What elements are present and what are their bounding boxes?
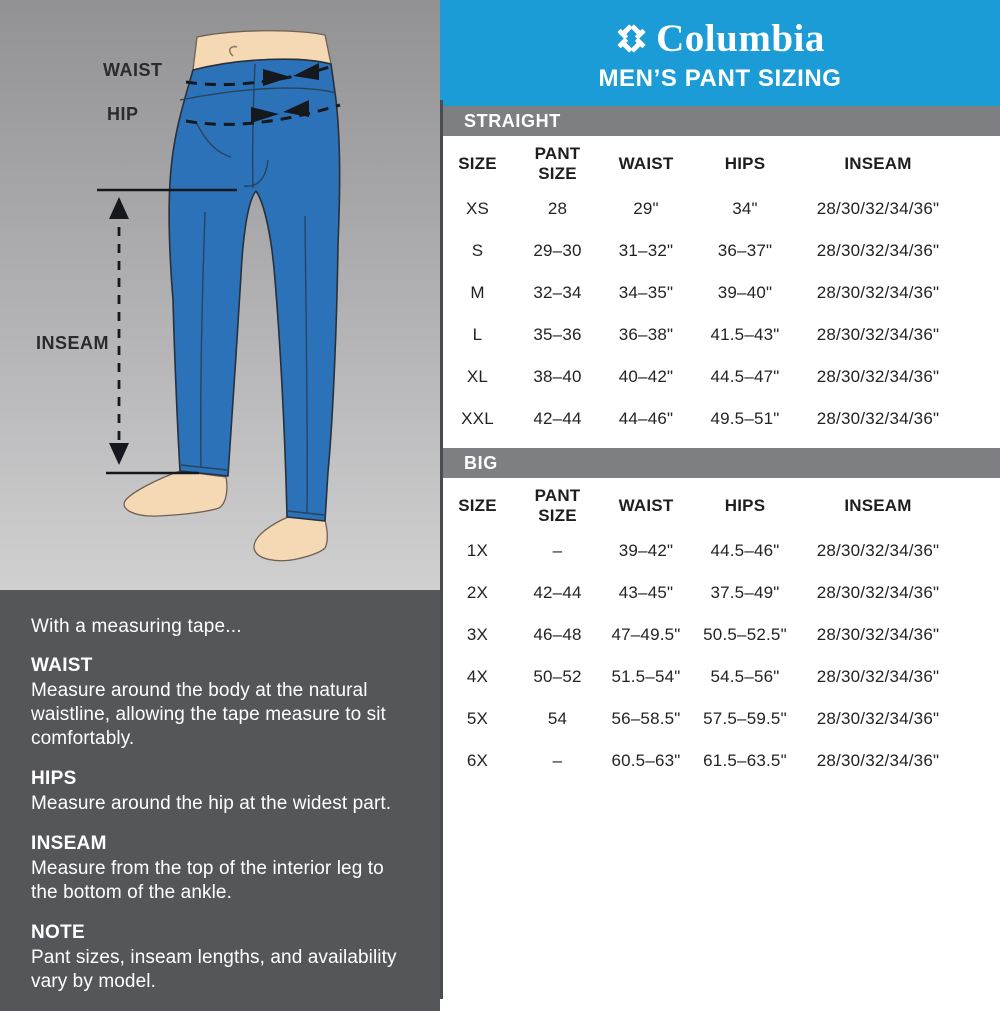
left-panel [0,0,440,999]
table-cell: M [470,283,485,302]
table-cell: 29" [633,199,659,218]
column-header: SIZE [458,154,497,173]
column-header: WAIST [618,154,674,173]
instruction-note [31,922,412,994]
table-cell: – [552,541,563,560]
table-cell: 28/30/32/34/36" [816,625,940,644]
table-row [440,698,1000,740]
table-row [440,398,1000,440]
table-row [440,188,1000,230]
table-cell: 28/30/32/34/36" [816,241,940,260]
table-cell: 57.5–59.5" [703,709,787,728]
straight-size-table [440,136,1000,448]
table-cell: 34–35" [618,283,674,302]
table-cell: 42–44 [533,583,582,602]
column-header: PANT SIZE [534,486,581,525]
table-cell: 34" [732,199,758,218]
instruction-hips [31,768,412,816]
table-cell: 35–36 [533,325,582,344]
table-header-row [440,136,1000,188]
table-cell: 39–42" [618,541,674,560]
instruction-body: Measure around the body at the natural waistline, allowing the tape measure to sit comfortably. [31,680,386,749]
table-cell: 44.5–47" [710,367,780,386]
table-cell: 49.5–51" [710,409,780,428]
table-cell: 36–37" [717,241,773,260]
pants-figure-icon [0,0,440,590]
table-cell: 1X [466,541,489,560]
table-cell: 42–44 [533,409,582,428]
table-cell: – [552,751,563,770]
table-row [440,314,1000,356]
section-header-label: STRAIGHT [464,110,561,131]
column-header: SIZE [458,496,497,515]
table-cell: XS [465,199,490,218]
table-cell: 3X [466,625,489,644]
table-cell: XXL [461,409,494,428]
hip-label: HIP [107,104,139,124]
table-row [440,656,1000,698]
table-cell: 2X [466,583,489,602]
page-title: MEN’S PANT SIZING [598,65,842,92]
instruction-inseam [31,833,412,905]
waist-label: WAIST [103,60,163,80]
table-cell: 50–52 [533,667,582,686]
table-row [440,356,1000,398]
table-cell: 43–45" [618,583,674,602]
table-cell: 41.5–43" [710,325,780,344]
section-header-label: BIG [464,452,498,473]
measuring-instructions-panel [0,590,440,1011]
table-cell: 37.5–49" [710,583,780,602]
table-cell: 39–40" [717,283,773,302]
brand-header [440,0,1000,106]
table-cell: 44.5–46" [710,541,780,560]
table-cell: 44–46" [618,409,674,428]
table-cell: 28/30/32/34/36" [816,283,940,302]
table-cell: 40–42" [618,367,674,386]
section-header-straight [440,106,1000,136]
pants-measurement-illustration [0,0,440,590]
table-cell: L [472,325,483,344]
table-cell: 28/30/32/34/36" [816,541,940,560]
table-cell: 28/30/32/34/36" [816,199,940,218]
table-cell: 6X [466,751,489,770]
table-filler [440,782,1000,999]
table-cell: S [471,241,484,260]
big-size-table [440,478,1000,782]
table-cell: 29–30 [533,241,582,260]
table-cell: XL [466,367,489,386]
instruction-heading: WAIST [31,655,93,676]
table-cell: 28/30/32/34/36" [816,409,940,428]
table-cell: 28/30/32/34/36" [816,325,940,344]
instruction-body: Measure around the hip at the widest part. [31,793,392,814]
table-cell: 47–49.5" [611,625,681,644]
column-header: WAIST [618,496,674,515]
table-body [440,530,1000,782]
section-header-big [440,448,1000,478]
instructions-intro: With a measuring tape... [31,616,242,637]
instruction-body: Measure from the top of the interior leg to the bottom of the ankle. [31,858,384,903]
column-header: INSEAM [844,496,912,515]
table-cell: 31–32" [618,241,674,260]
table-row [440,530,1000,572]
table-cell: 56–58.5" [611,709,681,728]
table-cell: 28/30/32/34/36" [816,583,940,602]
table-cell: 61.5–63.5" [703,751,787,770]
instruction-heading: HIPS [31,768,77,789]
inseam-label: INSEAM [36,333,110,353]
table-row [440,272,1000,314]
table-cell: 50.5–52.5" [703,625,787,644]
table-cell: 4X [466,667,489,686]
panel-divider [440,100,443,999]
column-header: HIPS [724,496,766,515]
table-cell: 28/30/32/34/36" [816,667,940,686]
table-cell: 38–40 [533,367,582,386]
table-cell: 54.5–56" [710,667,780,686]
instruction-waist [31,655,412,751]
table-row [440,572,1000,614]
table-cell: 51.5–54" [611,667,681,686]
table-cell: 46–48 [533,625,582,644]
table-cell: 28 [547,199,568,218]
table-header-row [440,478,1000,530]
table-row [440,740,1000,782]
table-cell: 5X [466,709,489,728]
brand-wordmark: Columbia [656,17,825,60]
table-cell: 28/30/32/34/36" [816,709,940,728]
table-cell: 54 [547,709,568,728]
column-header: HIPS [724,154,766,173]
instruction-body: Pant sizes, inseam lengths, and availability vary by model. [31,947,397,992]
column-header: INSEAM [844,154,912,173]
table-cell: 36–38" [618,325,674,344]
table-row [440,614,1000,656]
table-cell: 28/30/32/34/36" [816,751,940,770]
table-cell: 60.5–63" [611,751,681,770]
instruction-heading: NOTE [31,922,85,943]
table-cell: 32–34 [533,283,582,302]
table-row [440,230,1000,272]
instruction-heading: INSEAM [31,833,107,854]
column-header: PANT SIZE [534,144,581,183]
table-cell: 28/30/32/34/36" [816,367,940,386]
sizing-tables-panel [440,0,1000,999]
columbia-gem-logo-icon [615,22,648,55]
table-body [440,188,1000,440]
